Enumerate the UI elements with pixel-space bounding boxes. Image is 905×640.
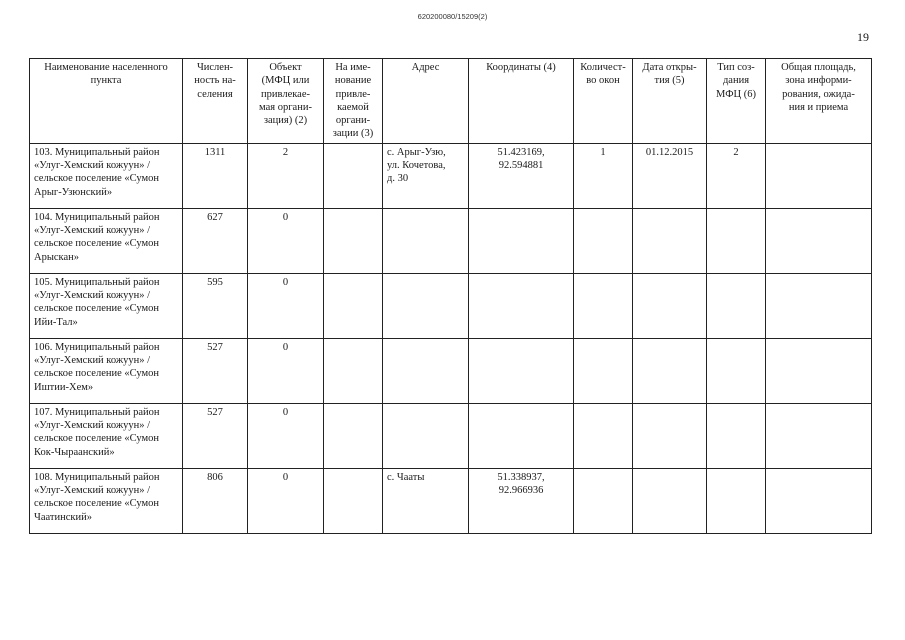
cell-line: 92.594881 (498, 160, 544, 172)
org-name-cell (324, 273, 383, 338)
name-cell (30, 338, 183, 403)
windows-cell (574, 338, 633, 403)
object-cell: 0 (248, 338, 324, 403)
cell-line: 51.423169, (497, 146, 545, 158)
open-date-cell (633, 273, 707, 338)
header-col-address (383, 59, 469, 144)
table-row (30, 273, 872, 338)
header-col-open-date (633, 59, 707, 144)
type-cell (707, 208, 766, 273)
header-col-object (248, 59, 324, 144)
name-cell (30, 468, 183, 533)
area-cell (766, 273, 872, 338)
cell-line: Общая площадь, (781, 62, 856, 73)
address-cell (383, 403, 469, 468)
header-col-name (30, 59, 183, 144)
object-cell: 2 (248, 143, 324, 208)
cell-line: Арыг-Узюнский» (34, 186, 113, 198)
cell-line: ность на- (194, 75, 236, 87)
area-cell (766, 468, 872, 533)
cell-line: 105. Муниципальный район (34, 276, 160, 288)
cell-line: пункта (90, 75, 122, 87)
cell-line: Числен- (196, 62, 234, 73)
cell-line: (МФЦ или (261, 75, 310, 87)
type-cell (707, 338, 766, 403)
cell-line: селения (197, 88, 233, 100)
type-cell (707, 273, 766, 338)
table-body (30, 143, 872, 533)
type-cell (707, 468, 766, 533)
cell-line: сельское поселение «Сумон (34, 303, 159, 315)
open-date-cell: 01.12.2015 (633, 143, 707, 208)
header-col-org-name (324, 59, 383, 144)
table-row (30, 338, 872, 403)
coords-cell (469, 143, 574, 208)
population-cell: 627 (183, 208, 248, 273)
page-number: 19 (857, 30, 869, 44)
cell-line: Координаты (4) (486, 62, 556, 73)
header-col-type (707, 59, 766, 144)
org-name-cell (324, 143, 383, 208)
org-name-cell (324, 468, 383, 533)
cell-line: ул. Кочетова, (387, 160, 446, 172)
cell-line: 108. Муниципальный район (34, 471, 160, 483)
cell-line: дания (722, 75, 750, 87)
header-col-area (766, 59, 872, 144)
cell-line: мая органи- (259, 101, 312, 113)
cell-line: Объект (269, 62, 302, 73)
area-cell (766, 403, 872, 468)
address-cell (383, 208, 469, 273)
cell-line: д. 30 (387, 173, 409, 185)
name-cell (30, 273, 183, 338)
table-row (30, 208, 872, 273)
cell-line: тия (5) (654, 75, 685, 87)
cell-line: Дата откры- (642, 62, 697, 73)
area-cell (766, 338, 872, 403)
name-cell (30, 208, 183, 273)
object-cell: 0 (248, 468, 324, 533)
name-cell (30, 403, 183, 468)
cell-line: Кок-Чыраанский» (34, 446, 115, 458)
document-id: 620200080/15209(2) (417, 12, 488, 21)
cell-line: «Улуг-Хемский кожуун» / (34, 160, 151, 172)
table-row (30, 403, 872, 468)
type-cell: 2 (707, 143, 766, 208)
cell-line: «Улуг-Хемский кожуун» / (34, 225, 151, 237)
cell-line: зации (3) (332, 128, 374, 140)
cell-line: с. Чааты (387, 471, 425, 483)
cell-line: каемой (337, 101, 369, 113)
windows-cell (574, 403, 633, 468)
population-cell: 806 (183, 468, 248, 533)
coords-cell (469, 468, 574, 533)
address-cell (383, 468, 469, 533)
population-cell: 527 (183, 403, 248, 468)
cell-line: сельское поселение «Сумон (34, 238, 159, 250)
cell-line: с. Арыг-Узю, (387, 146, 446, 158)
cell-line: 107. Муниципальный район (34, 406, 160, 418)
table-header-row (30, 59, 872, 144)
cell-line: органи- (335, 115, 371, 127)
cell-line: Тип соз- (717, 62, 755, 73)
cell-line: во окон (586, 75, 620, 87)
address-cell (383, 143, 469, 208)
address-cell (383, 273, 469, 338)
org-name-cell (324, 208, 383, 273)
cell-line: 104. Муниципальный район (34, 211, 160, 223)
header-col-coords (469, 59, 574, 144)
cell-line: «Улуг-Хемский кожуун» / (34, 290, 151, 302)
coords-cell (469, 403, 574, 468)
object-cell: 0 (248, 273, 324, 338)
windows-cell (574, 273, 633, 338)
cell-line: зона информи- (785, 75, 852, 87)
cell-line: Наименование населенного (44, 62, 168, 73)
coords-cell (469, 273, 574, 338)
cell-line: Чаатинский» (34, 511, 92, 523)
cell-line: «Улуг-Хемский кожуун» / (34, 485, 151, 497)
windows-cell (574, 208, 633, 273)
mfc-table (29, 58, 872, 534)
cell-line: Иштии-Хем» (34, 381, 94, 393)
open-date-cell (633, 338, 707, 403)
cell-line: нование (334, 75, 372, 87)
table-row (30, 468, 872, 533)
cell-line: 92.966936 (498, 485, 544, 497)
open-date-cell (633, 403, 707, 468)
cell-line: «Улуг-Хемский кожуун» / (34, 420, 151, 432)
coords-cell (469, 208, 574, 273)
cell-line: Адрес (411, 62, 440, 73)
object-cell: 0 (248, 403, 324, 468)
area-cell (766, 143, 872, 208)
header-col-windows (574, 59, 633, 144)
cell-line: Количест- (580, 62, 626, 73)
cell-line: 103. Муниципальный район (34, 146, 160, 158)
cell-line: сельское поселение «Сумон (34, 433, 159, 445)
cell-line: зация) (2) (263, 115, 308, 127)
cell-line: сельское поселение «Сумон (34, 368, 159, 380)
cell-line: привле- (335, 88, 371, 100)
cell-line: ния и приема (788, 101, 849, 113)
address-cell (383, 338, 469, 403)
cell-line: сельское поселение «Сумон (34, 173, 159, 185)
cell-line: 106. Муниципальный район (34, 341, 160, 353)
windows-cell: 1 (574, 143, 633, 208)
cell-line: На име- (335, 62, 371, 73)
cell-line: МФЦ (6) (716, 88, 756, 100)
open-date-cell (633, 468, 707, 533)
area-cell (766, 208, 872, 273)
cell-line: Ийи-Тал» (34, 316, 78, 328)
population-cell: 527 (183, 338, 248, 403)
open-date-cell (633, 208, 707, 273)
org-name-cell (324, 403, 383, 468)
type-cell (707, 403, 766, 468)
org-name-cell (324, 338, 383, 403)
cell-line: рования, ожида- (782, 88, 855, 100)
cell-line: 51.338937, (497, 471, 545, 483)
windows-cell (574, 468, 633, 533)
population-cell: 1311 (183, 143, 248, 208)
cell-line: Арыскан» (34, 251, 80, 263)
cell-line: сельское поселение «Сумон (34, 498, 159, 510)
cell-line: «Улуг-Хемский кожуун» / (34, 355, 151, 367)
header-col-population (183, 59, 248, 144)
coords-cell (469, 338, 574, 403)
object-cell: 0 (248, 208, 324, 273)
population-cell: 595 (183, 273, 248, 338)
cell-line: привлекае- (261, 88, 310, 100)
name-cell (30, 143, 183, 208)
table-row (30, 143, 872, 208)
